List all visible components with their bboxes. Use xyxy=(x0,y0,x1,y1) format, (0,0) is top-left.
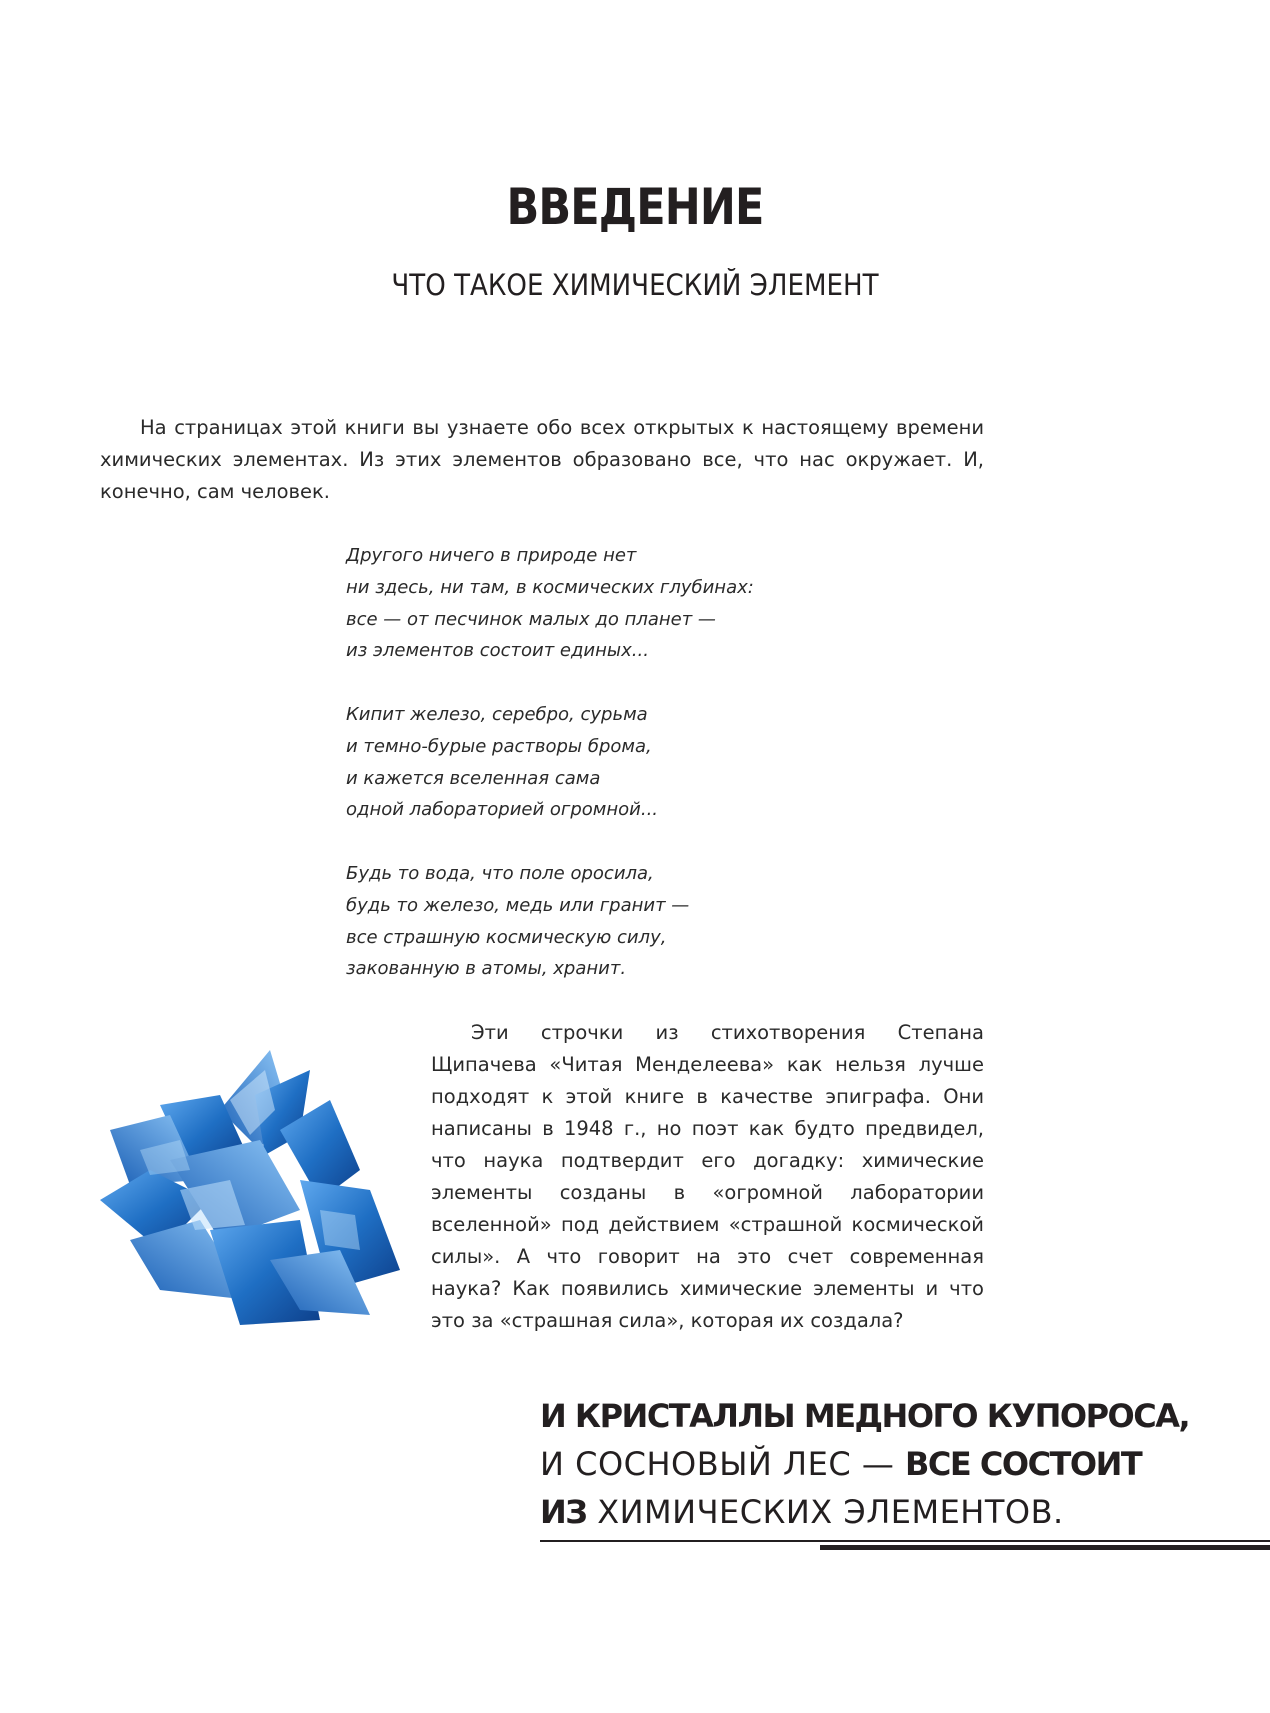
page-title: ВВЕДЕНИЕ xyxy=(506,178,764,236)
poem-stanza xyxy=(346,699,846,826)
poem-line: ни здесь, ни там, в космических глубинах: xyxy=(346,576,754,598)
epigraph-poem xyxy=(346,540,846,1017)
divider-rule-thick xyxy=(820,1545,1270,1550)
poem-stanza xyxy=(346,540,846,667)
poem-line: одной лабораторией огромной... xyxy=(346,799,659,821)
pull-quote-text: ХИМИЧЕСКИХ ЭЛЕМЕНТОВ. xyxy=(586,1493,1064,1531)
pull-quote-text: И СОСНОВЫЙ ЛЕС — xyxy=(540,1445,905,1483)
poem-line: и темно-бурые растворы брома, xyxy=(346,735,652,757)
poem-line: и кажется вселенная сама xyxy=(346,767,601,789)
pull-quote-line xyxy=(540,1488,1240,1536)
poem-line: Кипит железо, серебро, сурьма xyxy=(346,703,648,725)
divider-rule xyxy=(540,1540,1270,1542)
pull-quote-emphasis: ВСЕ СОСТОИТ xyxy=(905,1445,1142,1483)
copper-sulfate-crystal-image xyxy=(70,1040,410,1340)
poem-line: Другого ничего в природе нет xyxy=(346,545,637,566)
poem-stanza xyxy=(346,858,846,985)
poem-line: закованную в атомы, хранит. xyxy=(346,958,627,980)
intro-paragraph: На страницах этой книги вы узнаете обо всех открытых к настоящему времени химических элементах. Из этих элементов образовано все, что нас окружает. И, конечно, сам человек. xyxy=(100,416,984,503)
poem-line: все — от песчинок малых до планет — xyxy=(346,608,716,630)
poem-line: будь то железо, медь или гранит — xyxy=(346,894,690,916)
pull-quote xyxy=(540,1392,1240,1536)
commentary-paragraph: Эти строчки из стихотворения Степана Щипачева «Читая Менделеева» как нельзя лучше подходят к этой книге в качестве эпиграфа. Они написаны в 1948 г., но поэт как будто предвидел, что наука подтвердит его догадку: химические элементы созданы в «огромной лаборатории вселенной» под действием «страшной космической силы». А что говорит на это счет современная наука? Как появились химические элементы и что это за «страшная сила», которая их создала? xyxy=(431,1021,984,1332)
poem-line: из элементов состоит единых... xyxy=(346,640,649,662)
pull-quote-emphasis: ИЗ xyxy=(540,1493,587,1531)
poem-line: Будь то вода, что поле оросила, xyxy=(346,862,654,884)
pull-quote-line: И КРИСТАЛЛЫ МЕДНОГО КУПОРОСА, xyxy=(540,1397,1190,1435)
poem-line: все страшную космическую силу, xyxy=(346,926,667,948)
pull-quote-line xyxy=(540,1440,1240,1488)
page-subtitle: ЧТО ТАКОЕ ХИМИЧЕСКИЙ ЭЛЕМЕНТ xyxy=(391,268,879,302)
